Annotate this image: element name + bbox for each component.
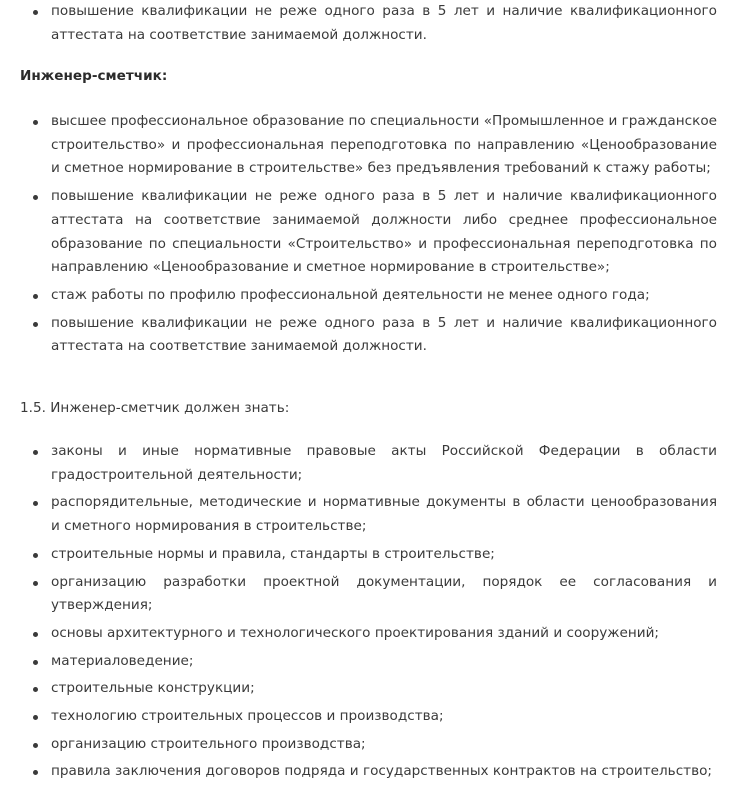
- section-heading: Инженер-сметчик:: [20, 68, 168, 84]
- section-title: 1.5. Инженер-сметчик должен знать:: [20, 400, 290, 416]
- list-item: основы архитектурного и технологического проектирования зданий и сооружений;: [20, 622, 717, 646]
- list-item: законы и иные нормативные правовые акты Российской Федерации в области градостроительной деятельности;: [20, 440, 717, 487]
- list-item: распорядительные, методические и нормативные документы в области ценообразования и сметного нормирования в строительстве;: [20, 491, 717, 538]
- list-item: строительные нормы и правила, стандарты в строительстве;: [20, 543, 717, 567]
- list-item: высшее профессиональное образование по специальности «Промышленное и гражданское строительство» и профессиональная переподготовка по направлению «Ценообразование и сметное нормирование в строительстве» без предъявления требований к стажу работы;: [20, 110, 717, 181]
- list-item: организацию строительного производства;: [20, 733, 717, 757]
- qualification-list: [20, 0, 717, 51]
- list-item: технологию строительных процессов и производства;: [20, 705, 717, 729]
- knowledge-list: [20, 440, 717, 788]
- list-item: материаловедение;: [20, 650, 717, 674]
- list-item: повышение квалификации не реже одного раза в 5 лет и наличие квалификационного аттестата на соответствие занимаемой должности.: [20, 312, 717, 359]
- list-item: стаж работы по профилю профессиональной деятельности не менее одного года;: [20, 284, 717, 308]
- list-item: организацию разработки проектной документации, порядок ее согласования и утверждения;: [20, 571, 717, 618]
- list-item: строительные конструкции;: [20, 677, 717, 701]
- list-item: повышение квалификации не реже одного раза в 5 лет и наличие квалификационного аттестата на соответствие занимаемой должности.: [20, 0, 717, 47]
- requirements-list: [20, 110, 717, 363]
- list-item: правила заключения договоров подряда и государственных контрактов на строительство;: [20, 760, 717, 784]
- list-item: повышение квалификации не реже одного раза в 5 лет и наличие квалификационного аттестата на соответствие занимаемой должности либо среднее профессиональное образование по специальности «Строительство» и профессиональная переподготовка по направлению «Ценообразование и сметное нормирование в строительстве»;: [20, 185, 717, 280]
